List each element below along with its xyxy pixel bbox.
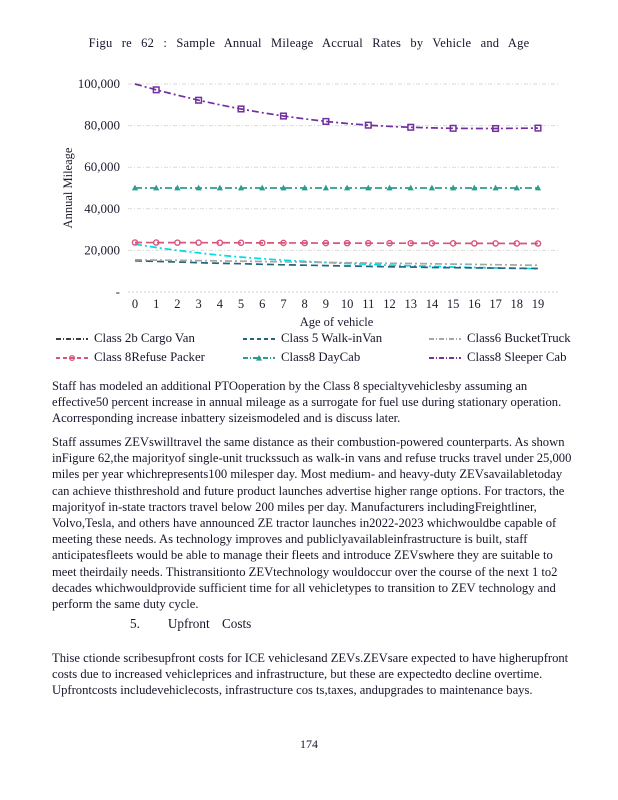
- x-tick-label: 8: [301, 297, 308, 311]
- legend-label: Class8 DayCab: [281, 350, 361, 364]
- legend-label: Class 8Refuse Packer: [94, 350, 205, 364]
- figure-title: Figu re 62 : Sample Annual Mileage Accrual Rates by Vehicle and Age: [88, 36, 530, 50]
- y-tick-label: 60,000: [84, 159, 120, 175]
- y-tick-label: 80,000: [84, 117, 120, 133]
- x-tick-label: 11: [362, 297, 375, 311]
- x-tick-label: 16: [468, 297, 481, 311]
- x-tick-label: 10: [340, 297, 354, 311]
- x-tick-label: 9: [322, 297, 330, 311]
- page-number: 174: [300, 737, 318, 751]
- legend-label: Class8 Sleeper Cab: [467, 350, 567, 364]
- legend-item: [242, 350, 428, 365]
- legend-label: Class 5 Walk-inVan: [281, 331, 383, 345]
- paragraph-upfront-costs: Thise ctionde scribesupfront costs for ICE vehiclesand ZEVs.ZEVsare expected to have higherupfront costs due to increased vehicleprices and infrastructure, but these are expectedto decline overtime. Upfrontcosts includevehiclecosts, infrastructure cos ts,taxes, andupgrades to maintenance bays.: [52, 651, 569, 698]
- x-tick-label: 5: [237, 297, 245, 311]
- y-tick-label: 100,000: [77, 76, 120, 91]
- series-line: [135, 84, 538, 129]
- legend-item: [55, 350, 242, 365]
- x-tick-label: 0: [131, 297, 139, 311]
- x-tick-label: 4: [216, 297, 223, 311]
- x-tick-label: 18: [510, 297, 524, 311]
- legend-label: Class6 BucketTruck: [467, 331, 571, 345]
- marker-triangle: [217, 185, 223, 191]
- x-tick-label: 3: [195, 297, 202, 311]
- y-tick-label: 40,000: [84, 200, 120, 216]
- y-tick-label: -: [115, 284, 120, 299]
- legend-line-swatch: [55, 353, 89, 363]
- x-tick-label: 14: [425, 297, 439, 311]
- x-tick-label: 7: [280, 297, 287, 311]
- x-tick-label: 6: [259, 297, 266, 311]
- legend-line-swatch: [428, 353, 462, 363]
- legend-item: [428, 331, 595, 346]
- section-heading-upfront-costs: [130, 616, 251, 632]
- legend-line-swatch: [428, 334, 462, 344]
- x-axis-title: Age of vehicle: [299, 315, 374, 329]
- x-tick-label: 15: [446, 297, 460, 311]
- y-axis-title: Annual Mileage: [61, 147, 75, 229]
- x-tick-label: 2: [174, 297, 181, 311]
- paragraph-pto-operation: Staff has modeled an additional PTOoperation by the Class 8 specialtyvehiclesby assuming an effective50 percent increase in annual mileage as a surrogate for fuel use during stationary operation. Acorresponding increase inbattery sizeismodeled and is discuss later.: [52, 379, 562, 426]
- x-tick-label: 12: [383, 297, 396, 311]
- legend-item: [242, 331, 428, 346]
- chart-legend: [55, 331, 595, 365]
- mileage-line-chart: [0, 66, 618, 332]
- marker-triangle: [429, 185, 435, 191]
- legend-label: Class 2b Cargo Van: [94, 331, 195, 345]
- legend-line-swatch: [242, 334, 276, 344]
- legend-line-swatch: [242, 353, 276, 363]
- section-title: Upfront Costs: [167, 616, 252, 631]
- legend-item: [55, 331, 242, 346]
- marker-triangle: [323, 185, 329, 191]
- legend-item: [428, 350, 595, 365]
- x-tick-label: 19: [531, 297, 545, 311]
- y-tick-label: 20,000: [84, 242, 120, 258]
- x-tick-label: 17: [489, 297, 502, 311]
- x-tick-label: 13: [404, 297, 417, 311]
- paragraph-zev-mileage: Staff assumes ZEVswilltravel the same distance as their combustion-powered counterparts. As shown inFigure 62,the majorityof single-unit truckssuch as walk-in vans and refuse trucks travel under 25,000 miles per year whichrepresents100 milesper day. Most medium- and heavy-duty ZEVsavailabletoday can achieve thisthreshold and future product launches advertise higher range options. For tractors, the majorityof in-state tractors travel below 200 miles per day. Manufacturers includingFreightliner, Volvo,Tesla, and others have announced ZE tractor launches in2022-2023 whichwouldbe capable of meeting these needs. As technology improves and publiclyavailableinfrastructure is built, staff anticipatesfleets would be able to manage their fleets and introduce ZEVswhere they are suitable to meet theirdaily needs. Thistransitionto ZEVtechnology wouldoccur over the course of the next 1 to2 decades whichwouldprovide sufficient time for all vehicletypes to transition to ZEV technology and perform the same duty cycle.: [52, 435, 572, 612]
- x-tick-label: 1: [153, 297, 160, 311]
- section-number: 5.: [130, 616, 140, 631]
- legend-line-swatch: [55, 334, 89, 344]
